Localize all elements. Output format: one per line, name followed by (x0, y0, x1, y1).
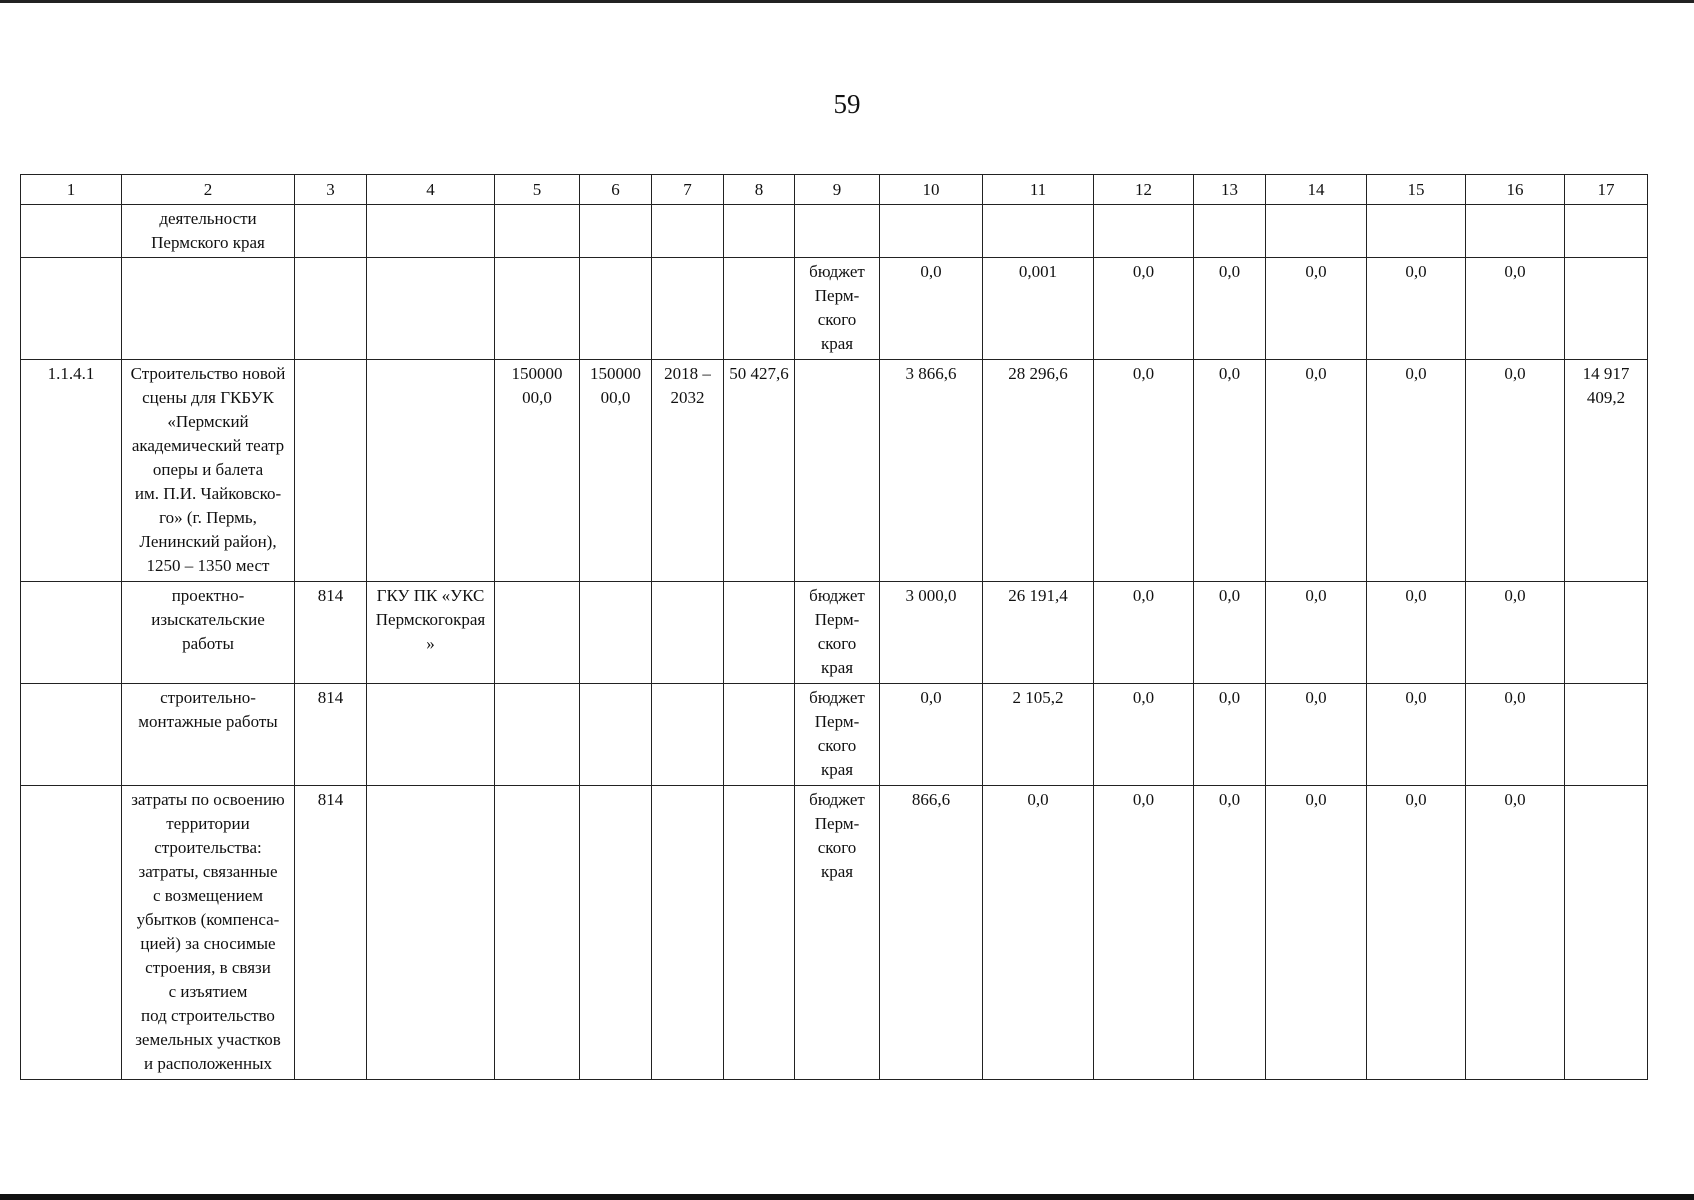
cell-name: затраты по освоению территории строительства: затраты, связанные с возмещением убытков (компенса- цией) за сносимые строения, в связи с изъятием под строительство земельных участков и расположенных (122, 786, 295, 1080)
header-cell: 12 (1094, 175, 1194, 205)
cell-col17 (1565, 786, 1648, 1080)
cell-executor (367, 684, 495, 786)
cell-name: Строительство новой сцены для ГКБУК «Пермский академический театр оперы и балета им. П.И. Чайковско- го» (г. Пермь, Ленинский район), 1250 – 1350 мест (122, 360, 295, 582)
cell-col6 (580, 205, 652, 258)
header-cell: 2 (122, 175, 295, 205)
bottom-scan-edge (0, 1194, 1694, 1200)
cell-col8 (724, 684, 795, 786)
cell-col14 (1266, 205, 1367, 258)
cell-col5 (495, 786, 580, 1080)
header-cell: 3 (295, 175, 367, 205)
cell-col14: 0,0 (1266, 258, 1367, 360)
cell-col13: 0,0 (1194, 786, 1266, 1080)
cell-code: 814 (295, 786, 367, 1080)
cell-source (795, 205, 880, 258)
cell-col12: 0,0 (1094, 582, 1194, 684)
cell-code (295, 258, 367, 360)
cell-col10: 3 000,0 (880, 582, 983, 684)
budget-table (20, 174, 1648, 1080)
cell-col14: 0,0 (1266, 360, 1367, 582)
table-row (21, 684, 1648, 786)
cell-col5 (495, 582, 580, 684)
cell-col15: 0,0 (1367, 684, 1466, 786)
cell-source: бюджет Перм- ского края (795, 684, 880, 786)
cell-name (122, 258, 295, 360)
cell-col5 (495, 205, 580, 258)
cell-col12 (1094, 205, 1194, 258)
cell-col11: 2 105,2 (983, 684, 1094, 786)
cell-col12: 0,0 (1094, 258, 1194, 360)
cell-col16 (1466, 205, 1565, 258)
header-cell: 1 (21, 175, 122, 205)
cell-col6: 150000 00,0 (580, 360, 652, 582)
cell-col15 (1367, 205, 1466, 258)
cell-code: 814 (295, 684, 367, 786)
cell-code: 814 (295, 582, 367, 684)
cell-col8 (724, 786, 795, 1080)
header-cell: 8 (724, 175, 795, 205)
header-cell: 13 (1194, 175, 1266, 205)
cell-col11 (983, 205, 1094, 258)
cell-col11: 28 296,6 (983, 360, 1094, 582)
header-cell: 7 (652, 175, 724, 205)
cell-col10 (880, 205, 983, 258)
cell-executor (367, 258, 495, 360)
cell-col16: 0,0 (1466, 786, 1565, 1080)
header-cell: 4 (367, 175, 495, 205)
cell-col10: 866,6 (880, 786, 983, 1080)
table-row (21, 360, 1648, 582)
cell-executor: ГКУ ПК «УКС Пермскогокрая » (367, 582, 495, 684)
cell-col8: 50 427,6 (724, 360, 795, 582)
cell-col16: 0,0 (1466, 360, 1565, 582)
cell-col17 (1565, 205, 1648, 258)
cell-col10: 0,0 (880, 258, 983, 360)
cell-col16: 0,0 (1466, 684, 1565, 786)
header-cell: 15 (1367, 175, 1466, 205)
table-row (21, 258, 1648, 360)
cell-period (652, 205, 724, 258)
cell-period (652, 582, 724, 684)
cell-col10: 0,0 (880, 684, 983, 786)
cell-source: бюджет Перм- ского края (795, 258, 880, 360)
cell-col14: 0,0 (1266, 582, 1367, 684)
cell-col8 (724, 258, 795, 360)
cell-index: 1.1.4.1 (21, 360, 122, 582)
header-cell: 11 (983, 175, 1094, 205)
header-cell: 9 (795, 175, 880, 205)
cell-index (21, 684, 122, 786)
cell-col13: 0,0 (1194, 582, 1266, 684)
cell-period: 2018 – 2032 (652, 360, 724, 582)
header-cell: 17 (1565, 175, 1648, 205)
cell-col13: 0,0 (1194, 684, 1266, 786)
cell-col5: 150000 00,0 (495, 360, 580, 582)
cell-col16: 0,0 (1466, 582, 1565, 684)
cell-col17 (1565, 582, 1648, 684)
cell-col15: 0,0 (1367, 786, 1466, 1080)
cell-col17 (1565, 684, 1648, 786)
cell-col5 (495, 684, 580, 786)
header-cell: 16 (1466, 175, 1565, 205)
cell-name: проектно- изыскательские работы (122, 582, 295, 684)
cell-col10: 3 866,6 (880, 360, 983, 582)
cell-col8 (724, 205, 795, 258)
cell-index (21, 258, 122, 360)
cell-col13: 0,0 (1194, 360, 1266, 582)
cell-col11: 0,001 (983, 258, 1094, 360)
cell-col15: 0,0 (1367, 258, 1466, 360)
cell-col14: 0,0 (1266, 684, 1367, 786)
cell-index (21, 786, 122, 1080)
cell-col14: 0,0 (1266, 786, 1367, 1080)
cell-col15: 0,0 (1367, 582, 1466, 684)
cell-period (652, 258, 724, 360)
column-number-header-row (21, 175, 1648, 205)
cell-col13: 0,0 (1194, 258, 1266, 360)
cell-col6 (580, 684, 652, 786)
cell-col6 (580, 582, 652, 684)
cell-col17: 14 917 409,2 (1565, 360, 1648, 582)
cell-period (652, 786, 724, 1080)
cell-index (21, 582, 122, 684)
cell-code (295, 205, 367, 258)
cell-col12: 0,0 (1094, 684, 1194, 786)
cell-name: строительно- монтажные работы (122, 684, 295, 786)
cell-col12: 0,0 (1094, 786, 1194, 1080)
page-number: 59 (833, 89, 861, 119)
cell-col11: 26 191,4 (983, 582, 1094, 684)
cell-col12: 0,0 (1094, 360, 1194, 582)
cell-period (652, 684, 724, 786)
cell-col16: 0,0 (1466, 258, 1565, 360)
table-row (21, 205, 1648, 258)
cell-col17 (1565, 258, 1648, 360)
cell-col11: 0,0 (983, 786, 1094, 1080)
cell-col5 (495, 258, 580, 360)
header-cell: 14 (1266, 175, 1367, 205)
table-row (21, 786, 1648, 1080)
cell-col15: 0,0 (1367, 360, 1466, 582)
header-cell: 6 (580, 175, 652, 205)
cell-source: бюджет Перм- ского края (795, 786, 880, 1080)
header-cell: 10 (880, 175, 983, 205)
cell-name: деятельности Пермского края (122, 205, 295, 258)
cell-executor (367, 205, 495, 258)
cell-source (795, 360, 880, 582)
cell-col6 (580, 258, 652, 360)
cell-col8 (724, 582, 795, 684)
cell-col13 (1194, 205, 1266, 258)
top-scan-edge (0, 0, 1694, 3)
cell-code (295, 360, 367, 582)
cell-executor (367, 786, 495, 1080)
header-cell: 5 (495, 175, 580, 205)
table-row (21, 582, 1648, 684)
cell-executor (367, 360, 495, 582)
cell-index (21, 205, 122, 258)
cell-source: бюджет Перм- ского края (795, 582, 880, 684)
cell-col6 (580, 786, 652, 1080)
